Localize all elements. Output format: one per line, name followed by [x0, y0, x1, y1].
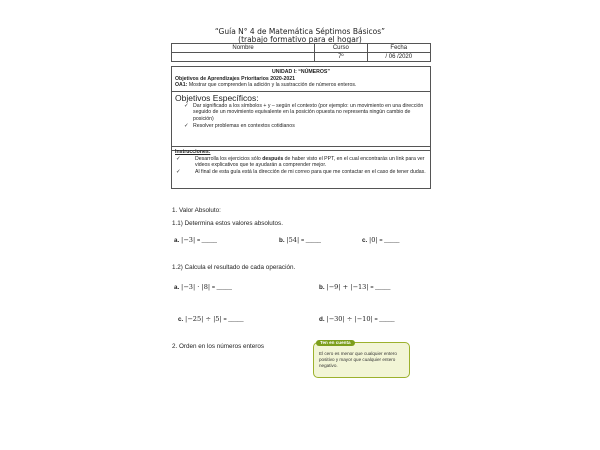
check-icon: ✓ [184, 102, 189, 109]
answer-blank: = _____ [196, 238, 217, 244]
tip-box-text: El cero es menor que cualquier entero positivo y mayor que cualquier entero negativo. [319, 351, 397, 368]
check-icon: ✓ [184, 122, 189, 129]
exercise-label: c. [178, 316, 184, 323]
exercise-expression: |−25| ÷ |5| [185, 315, 222, 323]
specific-item-2-text: Resolver problemas en contextos cotidianos [193, 122, 295, 129]
check-icon: ✓ [176, 155, 181, 162]
exercise-expression: |−3| [181, 236, 196, 244]
nombre-field [172, 53, 315, 62]
exercise-label: a. [174, 237, 180, 244]
exercise-label: a. [174, 284, 180, 291]
answer-blank: = _____ [379, 238, 400, 244]
specific-item-1-text: Dar significado a los símbolos + y – según el contexto (por ejemplo: un movimiento en una dirección seguido de un movimiento equivalente en la posición opuesta no representa ningún cambio de posición) [193, 102, 424, 122]
exercise-expression: |−9| + |−13| [326, 283, 369, 291]
check-icon: ✓ [176, 168, 181, 175]
exercise-expression: |54| [286, 236, 300, 244]
instruction-1-pre: Desarrolla los ejercicios sólo [195, 155, 263, 162]
guide-subtitle: (trabajo formativo para el hogar) [238, 35, 362, 44]
section1-title: 1. Valor Absoluto: [172, 207, 221, 214]
oa1-line [175, 82, 427, 89]
instructions-title: Instrucciones: [175, 149, 211, 155]
exercise-expression: |0| [369, 236, 378, 244]
oa1-label: OA1: [175, 82, 188, 89]
abs-exercise-a [174, 236, 217, 244]
exercise-label: c. [362, 237, 368, 244]
unidad-title: UNIDAD I: “NÚMEROS” [272, 69, 330, 75]
section1-1-title: 1.1) Determina estos valores absolutos. [172, 220, 283, 227]
exercise-label: b. [319, 284, 325, 291]
abs-exercise-c [362, 236, 399, 244]
answer-blank: = _____ [223, 317, 244, 323]
specific-objectives-title: Objetivos Específicos: [175, 92, 259, 103]
section1-2-title: 1.2) Calcula el resultado de cada operación. [172, 264, 296, 271]
specific-item-1 [175, 103, 427, 123]
instruction-1-post: de haber visto el PPT, en el cual encontrarás un link para ver videos explicativos que te ayudarán a comprender mejor. [195, 155, 425, 169]
answer-blank: = _____ [370, 285, 391, 291]
exercise-expression: |−30| ÷ |−10| [326, 315, 373, 323]
fecha-header: Fecha [367, 44, 430, 53]
tip-box-tab: Ten en cuenta [316, 340, 355, 346]
op-exercise-c [178, 315, 244, 323]
guide-title: “Guía N° 4 de Matemática Séptimos Básicos” [214, 27, 386, 36]
answer-blank: = _____ [211, 285, 232, 291]
instruction-2-text: Al final de esta guía está la dirección de mi correo para que me contactar en el caso de tener dudas. [195, 168, 426, 175]
op-exercise-b [319, 283, 390, 291]
section2-title: 2. Orden en los números enteros [172, 343, 265, 350]
oa1-text: Mostrar que comprenden la adición y la sustracción de números enteros. [188, 82, 357, 89]
student-info-table [171, 43, 431, 62]
exercise-label: b. [279, 237, 285, 244]
curso-header: Curso [315, 44, 367, 53]
instruction-1-bold: después [262, 155, 284, 162]
instruction-item-2 [175, 169, 427, 176]
nombre-header: Nombre [172, 44, 315, 53]
tip-box [313, 342, 410, 378]
objectives-box [171, 66, 431, 151]
specific-item-2 [175, 123, 427, 130]
answer-blank: = _____ [374, 317, 395, 323]
op-exercise-a [174, 283, 232, 291]
curso-field: 7º [315, 53, 367, 62]
instructions-box [171, 146, 431, 189]
fecha-field: / 06 /2020 [367, 53, 430, 62]
exercise-expression: |−3| · |8| [181, 283, 211, 291]
op-exercise-d [319, 315, 395, 323]
abs-exercise-b [279, 236, 321, 244]
answer-blank: = _____ [300, 238, 321, 244]
exercise-label: d. [319, 316, 325, 323]
priority-objectives-title: Objetivos de Aprendizajes Prioritarios 2020-2021 [175, 75, 296, 82]
instruction-item-1 [175, 156, 427, 169]
